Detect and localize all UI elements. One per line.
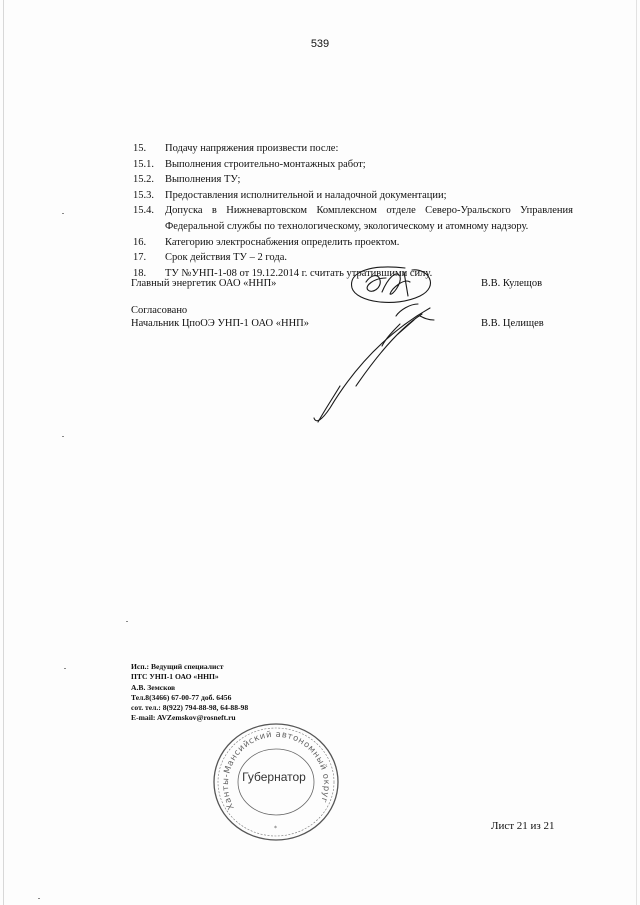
scan-speck <box>62 436 64 437</box>
chief-engineer-title: Главный энергетик ОАО «ННП» <box>131 278 277 289</box>
scan-speck <box>126 621 128 622</box>
executor-phone: Тел.8(3466) 67-00-77 доб. 6456 <box>131 692 232 702</box>
list-item <box>133 172 573 188</box>
list-item <box>133 157 573 173</box>
item-text: Выполнения ТУ; <box>165 174 241 186</box>
agreed-label: Согласовано <box>131 305 188 316</box>
scan-speck <box>62 213 64 214</box>
item-text: Подачу напряжения произвести после: <box>165 143 339 154</box>
item-number: 15.1. <box>133 158 154 170</box>
item-number: 17. <box>133 252 147 264</box>
item-text-continuation: Федеральной службы по технологическому, экологическому и атомному надзору. <box>165 220 529 232</box>
executor-mobile: сот. тел.: 8(922) 794-88-98, 64-88-98 <box>131 703 249 713</box>
item-number: 18. <box>133 267 147 279</box>
item-text: Срок действия ТУ – 2 года. <box>165 252 287 264</box>
chief-engineer-name: В.В. Кулещов <box>481 278 543 289</box>
svg-text:Ханты-Мансийский автономный ок <box>204 716 331 811</box>
item-number: 15.2. <box>133 174 154 186</box>
executor-role: Исп.: Ведущий специалист <box>131 662 224 671</box>
executor-department: ПТС УНП-1 ОАО «ННП» <box>131 672 219 682</box>
scan-edge-left <box>3 0 4 905</box>
department-head-name: В.В. Целищев <box>481 318 544 329</box>
seal-ring-text: Ханты-Мансийский автономный округ <box>220 729 332 812</box>
scan-speck <box>38 898 40 899</box>
svg-text:*: * <box>274 825 277 832</box>
scan-speck <box>64 668 66 669</box>
governor-seal-stamp <box>204 716 344 846</box>
list-item-continuation <box>133 219 573 235</box>
item-text: Выполнения строительно-монтажных работ; <box>165 158 366 170</box>
department-head-title: Начальник ЦпоОЭ УНП-1 ОАО «ННП» <box>131 318 309 329</box>
list-item <box>133 235 573 251</box>
list-item <box>133 203 573 219</box>
item-text: Предоставления исполнительной и наладочной документации; <box>165 189 447 201</box>
item-number: 15.4. <box>133 205 154 217</box>
item-number: 15.3. <box>133 189 154 201</box>
item-text: Категорию электроснабжения определить проектом. <box>165 236 400 248</box>
item-number: 16. <box>133 236 147 248</box>
executor-name: А.В. Земсков <box>131 682 176 692</box>
executor-email: E-mail: AVZemskov@rosneft.ru <box>131 713 236 723</box>
item-number: 15. <box>133 143 147 154</box>
list-item <box>133 141 573 157</box>
item-text: ТУ №УНП-1-08 от 19.12.2014 г. считать утратившими силу. <box>165 267 433 279</box>
sheet-number: Лист 21 из 21 <box>491 820 555 832</box>
item-text: Допуска в Нижневартовском Комплексном отделе Северо-Уральского Управления <box>165 205 573 217</box>
page-number: 539 <box>310 38 330 50</box>
list-item <box>133 188 573 204</box>
seal-caption: Губернатор <box>242 770 306 784</box>
handwritten-signature <box>300 258 450 430</box>
scan-edge-right <box>636 0 637 905</box>
executor-block <box>131 662 248 724</box>
